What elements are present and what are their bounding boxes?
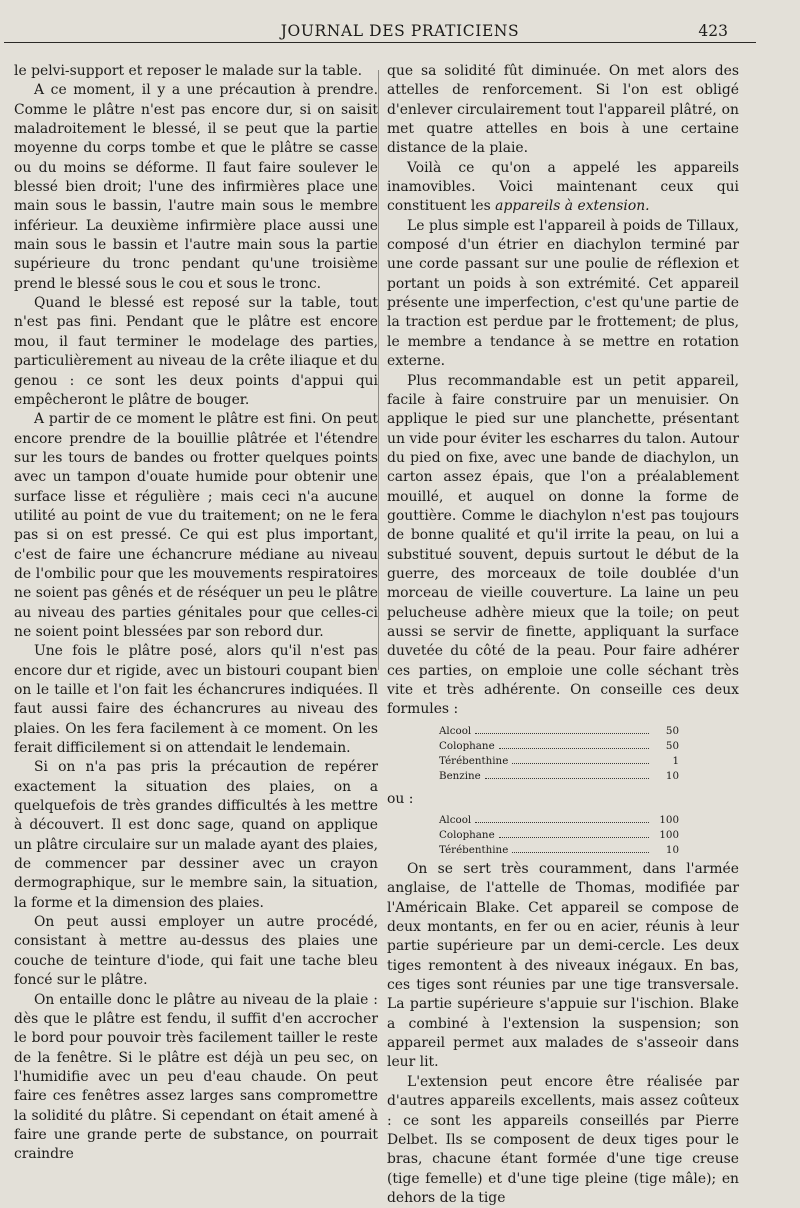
dot-leader xyxy=(499,748,649,749)
paragraph: que sa solidité fût diminuée. On met alors des attelles de renforcement. Si l'on est obligé d'enlever circulairement tout l'appareil plâtré, on met quatre attelles en bois à une certaine distance de la plaie. xyxy=(387,63,739,157)
ingredient-qty: 10 xyxy=(665,769,679,782)
dot-leader xyxy=(512,763,649,764)
ingredient-name: Colophane xyxy=(439,739,495,752)
paragraph: Une fois le plâtre posé, alors qu'il n'est pas encore dur et rigide, avec un bistouri coupant bien on le taille et l'on fait les échancrures indiquées. Il faut aussi faire des échancrures au niveau des plaies. On les fera facilement à ce moment. On les ferait difficilement si on attendait le lendemain. xyxy=(14,643,378,757)
ingredient-name: Térébenthine xyxy=(439,754,509,767)
ingredient-qty: 100 xyxy=(659,829,679,842)
dot-leader xyxy=(499,837,649,838)
formula-row xyxy=(439,813,679,828)
paragraph: Quand le blessé est reposé sur la table, tout n'est pas fini. Pendant que le plâtre est encore mou, il faut terminer le modelage des parties, particulièrement au niveau de la crête iliaque et du genou : ce sont les deux points d'appui qui empêcheront le plâtre de bouger. xyxy=(14,295,378,408)
formula-row xyxy=(439,769,679,784)
formula-row xyxy=(439,724,679,739)
paragraph: le pelvi-support et reposer le malade sur la table. xyxy=(14,63,363,79)
italic-term: appareils à extension. xyxy=(495,198,650,215)
column-divider xyxy=(378,70,379,670)
formula-table-1 xyxy=(439,724,679,784)
paragraph: L'extension peut encore être réalisée par d'autres appareils excellents, mais assez coûteux : ce sont les appareils conseillés par Pierre Delbet. Ils se composent de deux tiges pour le bras, chacune étant formée d'une tige creuse (tige femelle) et d'une tige pleine (tige mâle); en dehors de la tige xyxy=(387,1073,739,1206)
formula-row xyxy=(439,754,679,769)
ingredient-name: Térébenthine xyxy=(439,844,509,857)
ingredient-qty: 50 xyxy=(665,724,679,737)
header-rule xyxy=(4,42,756,43)
dot-leader xyxy=(485,778,649,779)
dot-leader xyxy=(512,852,649,853)
paragraph: Le plus simple est l'appareil à poids de Tillaux, composé d'un étrier en diachylon terminé par une corde passant sur une poulie de réflexion et portant un poids à son extrémité. Cet appareil présente une imperfection, c'est qu'une partie de la traction est perdue par le frottement; de plus, le membre a tendance à se mettre en rotation externe. xyxy=(387,217,739,370)
left-column xyxy=(14,62,378,1165)
right-column xyxy=(387,62,739,1208)
dot-leader xyxy=(475,822,649,823)
paragraph-extension-intro xyxy=(387,159,739,217)
ingredient-name: Benzine xyxy=(439,769,481,782)
paragraph: On peut aussi employer un autre procédé, consistant à mettre au-dessus des plaies une couche de teinture d'iode, qui fait une tache bleu foncé sur le plâtre. xyxy=(14,914,378,989)
paragraph: On se sert très couramment, dans l'armée anglaise, de l'attelle de Thomas, modifiée par l'Américain Blake. Cet appareil se compose de deux montants, en fer ou en acier, réunis à leur partie supérieure par un demi-cercle. Les deux tiges remontent à des niveaux inégaux. En bas, ces tiges sont réunies par une tige transversale. La partie supérieure s'appuie sur l'ischion. Blake a combiné à l'extension la suspension; son appareil permet aux malades de s'asseoir dans leur lit. xyxy=(387,861,739,1071)
ingredient-name: Alcool xyxy=(439,724,472,737)
paragraph: A partir de ce moment le plâtre est fini. On peut encore prendre de la bouillie plâtrée et l'étendre sur les tours de bandes ou frotter quelques points avec un tampon d'ouate humide pour obtenir une surface lisse et régulière ; mais ceci n'a aucune utilité au point de vue du traitement; on ne le fera pas si on est pressé. Ce qui est plus important, c'est de faire une échancrure médiane au niveau de l'ombilic pour que les mouvements respiratoires ne soient pas gênés et de réséquer un peu le plâtre au niveau des parties génitales pour que celles-ci ne soient point blessées par son rebord dur. xyxy=(14,411,378,640)
paragraph: Si on n'a pas pris la précaution de repérer exactement la situation des plaies, on a quelquefois de très grandes difficultés à les mettre à découvert. Il est donc sage, quand on applique un plâtre circulaire sur un malade ayant des plaies, de commencer par dessiner avec un crayon dermographique, sur le membre sain, la situation, la forme et la dimension des plaies. xyxy=(14,759,378,911)
journal-title: JOURNAL DES PRATICIENS xyxy=(280,22,520,40)
formula-table-2 xyxy=(439,813,679,858)
paragraph: A ce moment, il y a une précaution à prendre. Comme le plâtre n'est pas encore dur, si on saisit maladroitement le blessé, il se peut que la partie moyenne du corps tombe et que le plâtre se casse ou du moins se déforme. Il faut faire soulever le blessé bien droit; l'une des infirmières place une main sous le bassin, l'autre main sous le membre inférieur. La deuxième infirmière place aussi une main sous le bassin et l'autre main sous la partie supérieure du tronc pendant qu'une troisième prend le blessé sous le cou et sous le tronc. xyxy=(14,82,378,292)
ingredient-name: Alcool xyxy=(439,814,472,827)
page-number: 423 xyxy=(698,22,728,40)
paragraph-text: Voilà ce qu'on a appelé les appareils inamovibles. Voici maintenant ceux qui constituent les xyxy=(387,159,739,215)
ingredient-qty: 50 xyxy=(665,739,679,752)
ingredient-qty: 10 xyxy=(665,844,679,857)
formula-row xyxy=(439,828,679,843)
running-header xyxy=(0,18,800,48)
formula-row xyxy=(439,739,679,754)
ingredient-qty: 1 xyxy=(672,754,679,767)
ingredient-name: Colophane xyxy=(439,829,495,842)
paragraph: Plus recommandable est un petit appareil, facile à faire construire par un menuisier. On applique le pied sur une planchette, présentant un vide pour éviter les escharres du talon. Autour du pied on fixe, avec une bande de diachylon, un carton assez épais, que l'on a préalablement mouillé, et auquel on donne la forme de gouttière. Comme le diachylon n'est pas toujours de bonne qualité et qu'il irrite la peau, on lui a substitué souvent, depuis surtout le début de la guerre, des morceaux de toile doublée d'un morceau de vieille couverture. La laine un peu pelucheuse adhère mieux que la toile; on peut aussi se servir de finette, appliquant la surface duvetée du côté de la peau. Pour faire adhérer ces parties, on emploie une colle séchant très vite et très adhérente. On conseille ces deux formules : xyxy=(387,372,739,718)
formula-row xyxy=(439,843,679,858)
formula-separator: ou : xyxy=(387,790,414,807)
dot-leader xyxy=(475,733,649,734)
paragraph: On entaille donc le plâtre au niveau de la plaie : dès que le plâtre est fendu, il suffit d'en accrocher le bord pour pouvoir très facilement tailler le reste de la fenêtre. Si le plâtre est déjà un peu sec, on l'humidifie avec un peu d'eau chaude. On peut faire ces fenêtres assez larges sans compromettre la solidité du plâtre. Si cependant on était amené à faire une grande perte de substance, on pourrait craindre xyxy=(14,991,378,1163)
ingredient-qty: 100 xyxy=(659,814,679,827)
